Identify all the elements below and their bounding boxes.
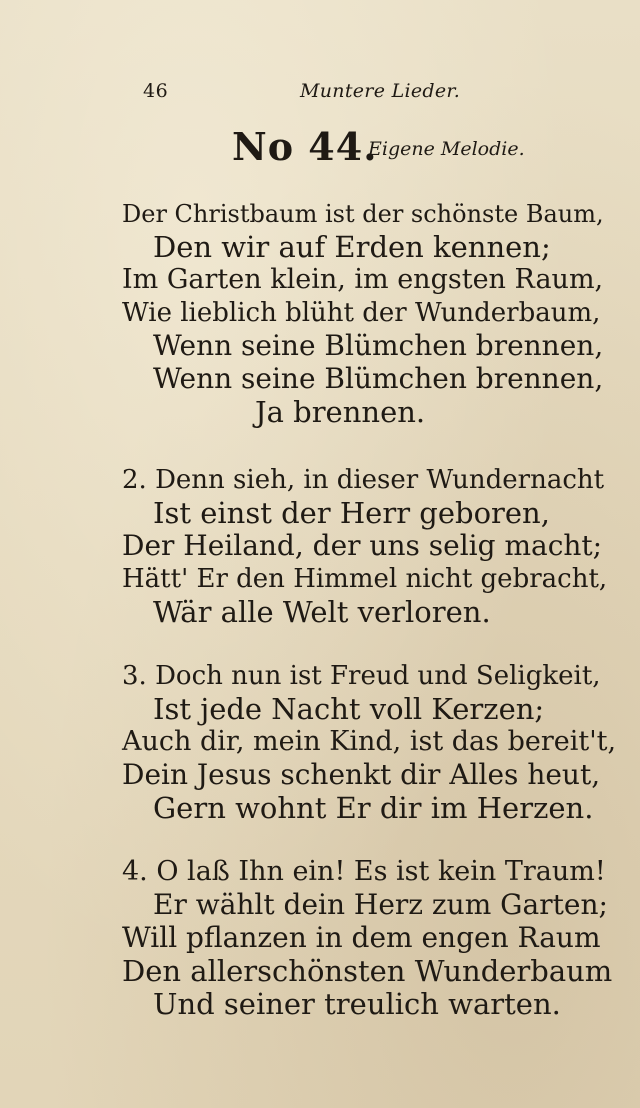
verse-line: Den wir auf Erden kennen; <box>153 230 551 264</box>
verse-line: Und seiner treulich warten. <box>153 987 561 1021</box>
verse-line: Der Heiland, der uns selig macht; <box>122 529 603 562</box>
verse-line: Wie lieblich blüht der Wunderbaum, <box>122 298 601 328</box>
verse-line: Er wählt dein Herz zum Garten; <box>153 888 608 921</box>
melody-note: Eigene Melodie. <box>368 138 525 160</box>
verse-line: Wär alle Welt verloren. <box>153 595 491 629</box>
running-head: Muntere Lieder. <box>300 80 461 102</box>
verse-line: Wenn seine Blümchen brennen, <box>153 329 604 362</box>
verse-line: Dein Jesus schenkt dir Alles heut, <box>122 758 601 791</box>
verse-line: Der Christbaum ist der schönste Baum, <box>122 200 604 228</box>
page-number: 46 <box>143 80 169 102</box>
verse-line: 3. Doch nun ist Freud und Seligkeit, <box>122 661 601 691</box>
verse-line: 2. Denn sieh, in dieser Wundernacht <box>122 465 605 495</box>
verse-line: Ist einst der Herr geboren, <box>153 496 550 530</box>
verse-line: Ja brennen. <box>255 395 426 429</box>
hymn-number: No 44. <box>232 124 378 169</box>
verse-line: Auch dir, mein Kind, ist das bereit't, <box>122 726 617 757</box>
verse-line: 4. O laß Ihn ein! Es ist kein Traum! <box>122 856 606 887</box>
verse-line: Wenn seine Blümchen brennen, <box>153 362 604 395</box>
verse-line: Den allerschönsten Wunderbaum <box>122 954 613 988</box>
verse-line: Gern wohnt Er dir im Herzen. <box>153 791 594 825</box>
verse-line: Im Garten klein, im engsten Raum, <box>122 264 604 295</box>
verse-line: Ist jede Nacht voll Kerzen; <box>153 692 545 726</box>
verse-line: Hätt' Er den Himmel nicht gebracht, <box>122 564 608 594</box>
hymn-title <box>0 124 640 174</box>
verse-line: Will pflanzen in dem engen Raum <box>122 921 601 954</box>
page-header <box>0 80 640 110</box>
